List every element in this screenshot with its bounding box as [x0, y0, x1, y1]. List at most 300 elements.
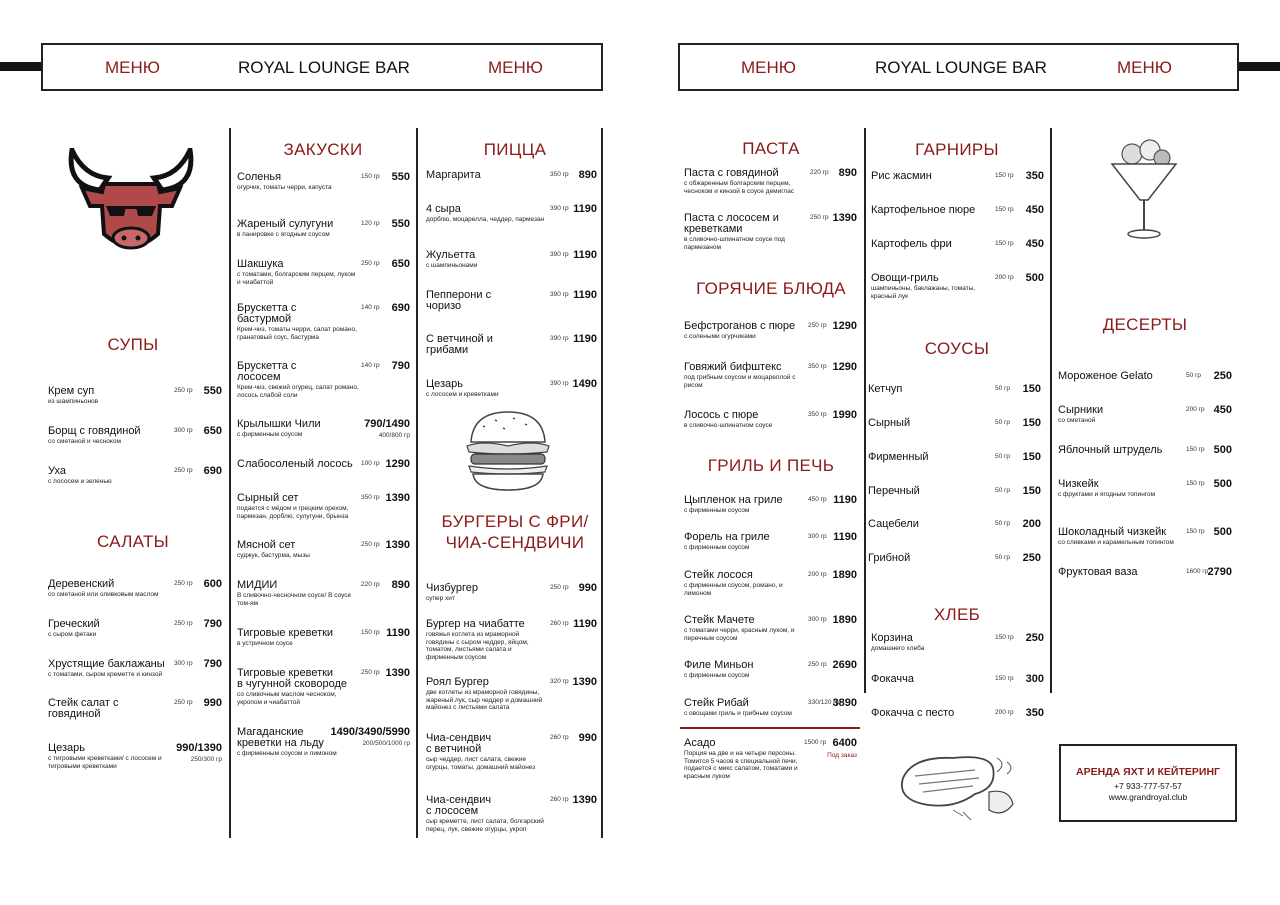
menu-item: [684, 660, 857, 680]
menu-item: [426, 379, 597, 399]
menu-item: [684, 570, 857, 597]
item-description: шампиньоны, баклажаны, томаты, красный лук: [871, 285, 976, 300]
item-description: со сметаной и чесноком: [48, 438, 121, 445]
item-price: 2690: [832, 659, 857, 671]
ice-cream-glass-icon: [1108, 136, 1180, 242]
item-weight: 150 гр: [1186, 480, 1205, 487]
item-name: Хрустящие баклажаны: [48, 658, 165, 670]
item-name: Перечный: [868, 485, 920, 497]
item-name: Стейк Рибай: [684, 697, 749, 709]
item-name: Чиа-сендвич: [426, 794, 492, 806]
item-name: Уха: [48, 465, 66, 477]
menu-item-asado: [684, 738, 857, 780]
item-name: Фокачча: [871, 673, 914, 685]
item-weight: 260 гр: [550, 620, 569, 627]
item-price: 1190: [386, 627, 410, 639]
menu-item: [48, 619, 222, 639]
item-price: 1190: [573, 203, 597, 215]
item-weight: 150 гр: [995, 675, 1014, 682]
menu-item: [1058, 445, 1232, 456]
menu-item: [237, 668, 410, 706]
item-weight: 260 гр: [550, 796, 569, 803]
item-price: 1290: [832, 320, 857, 332]
item-name: Цезарь: [426, 378, 464, 390]
menu-item: [426, 334, 597, 356]
item-weight: 250 гр: [361, 669, 380, 676]
menu-item: [426, 733, 597, 771]
item-description: из шампиньонов: [48, 398, 99, 405]
item-price: 890: [578, 169, 597, 181]
section-title-soups: СУПЫ: [107, 335, 159, 354]
menu-item: [871, 674, 1044, 685]
item-description: Крем-чиз, томаты черри, салат романо, гранатовый соус, бастурма: [237, 326, 357, 341]
item-weight: 300 гр: [808, 616, 827, 623]
item-name: Паста с лососем и: [684, 212, 779, 224]
item-name: Картофель фри: [871, 238, 952, 250]
item-price: 250: [1025, 632, 1044, 644]
item-price: 500: [1025, 272, 1044, 284]
menu-item: [426, 583, 597, 603]
item-name: Чизкейк: [1058, 478, 1099, 490]
item-weight: 300 гр: [808, 533, 827, 540]
menu-item: [684, 362, 857, 389]
section-title-snacks: ЗАКУСКИ: [283, 140, 363, 159]
item-name-line2: с лососем: [426, 805, 479, 817]
item-weight: 390 гр: [550, 205, 569, 212]
item-name-line2: креветками: [684, 223, 743, 235]
item-name-line2: чоризо: [426, 300, 462, 312]
item-weight: 50 гр: [995, 487, 1011, 494]
item-weight: 150 гр: [995, 634, 1014, 641]
header-menu-label: МЕНЮ: [105, 58, 160, 77]
rent-title: АРЕНДА ЯХТ И КЕЙТЕРИНГ: [1076, 766, 1220, 778]
item-price: 1190: [573, 618, 597, 630]
bull-logo-icon: [64, 148, 198, 258]
item-description: сыр чеддер, лист салата, свежие огурцы, томаты, домашний майонез: [426, 756, 536, 771]
section-title-sides: ГАРНИРЫ: [915, 140, 999, 159]
menu-item: [868, 384, 1041, 395]
item-name: Фокачча с песто: [871, 707, 955, 719]
menu-item: [1058, 405, 1232, 425]
item-price: 1490: [572, 378, 597, 390]
header-menu-label: МЕНЮ: [741, 58, 796, 77]
item-weight: 300 гр: [174, 660, 193, 667]
item-name: Борщ с говядиной: [48, 425, 141, 437]
menu-item: [237, 727, 410, 758]
menu-item: [868, 418, 1041, 429]
item-price: 1890: [832, 614, 857, 626]
item-name: Брускетта с: [237, 302, 297, 314]
item-name: Шоколадный чизкейк: [1058, 526, 1167, 538]
item-weight: 350 гр: [808, 363, 827, 370]
item-description: с овощами гриль и грибным соусом: [684, 710, 792, 717]
item-price: 1390: [572, 794, 597, 806]
item-name-line2: грибами: [426, 344, 469, 356]
menu-item: [871, 239, 1044, 250]
rent-site[interactable]: www.grandroyal.club: [1108, 792, 1188, 802]
menu-item: [237, 459, 410, 470]
item-price: 650: [203, 425, 222, 437]
asado-rule: [680, 727, 860, 729]
menu-item: [426, 795, 597, 833]
item-name: Сацебели: [868, 518, 919, 530]
item-price: 250: [1213, 370, 1232, 382]
item-weight: 50 гр: [995, 520, 1011, 527]
item-name-line2: креветки на льду: [237, 737, 324, 749]
header-left: [41, 43, 603, 91]
item-description: с томатами, сыром креметте и кинзой: [48, 671, 163, 678]
item-weight: 250 гр: [174, 580, 193, 587]
item-price: 150: [1022, 485, 1041, 497]
item-price: 890: [838, 167, 857, 179]
section-title-pasta: ПАСТА: [742, 139, 800, 158]
item-weight: 1500 гр: [804, 739, 827, 746]
rent-phone: +7 933-777-57-57: [1114, 781, 1182, 791]
item-description: дорблю, моцарелла, чеддер, пармезан: [426, 216, 545, 223]
item-price: 550: [391, 218, 410, 230]
section-title-hot: ГОРЯЧИЕ БЛЮДА: [696, 279, 846, 298]
divider: [601, 128, 603, 838]
header-menu-label: МЕНЮ: [488, 58, 543, 77]
item-name: Чиа-сендвич: [426, 732, 492, 744]
item-name-line2: говядиной: [48, 708, 101, 720]
item-price: 150: [1022, 417, 1041, 429]
item-description: в панировке с ягодным соусом: [237, 231, 330, 238]
item-name: Корзина: [871, 632, 913, 644]
item-price: 500: [1213, 444, 1232, 456]
menu-item: [237, 419, 410, 439]
item-weight: 250 гр: [808, 322, 827, 329]
item-weight: 320 гр: [550, 678, 569, 685]
item-price: 690: [391, 302, 410, 314]
menu-item: [684, 213, 857, 251]
item-description: с фирменным соусом: [237, 431, 303, 438]
item-price: 1190: [573, 333, 597, 345]
menu-item: [237, 580, 410, 607]
item-description: со сметаной: [1058, 417, 1096, 424]
item-name: Сырники: [1058, 404, 1104, 416]
item-price: 790: [203, 618, 222, 630]
item-price: 790/1490: [364, 418, 410, 430]
item-name: Стейк лосося: [684, 569, 753, 581]
item-weight: 1600 гр: [1186, 568, 1209, 575]
divider: [864, 128, 866, 693]
item-weight: 200/500/1000 гр: [362, 740, 410, 747]
item-weight: 250 гр: [808, 661, 827, 668]
divider: [416, 128, 418, 838]
item-weight: 250 гр: [550, 584, 569, 591]
item-description: суджук, бастурма, мызы: [237, 552, 310, 559]
item-name: Пепперони с: [426, 289, 492, 301]
menu-item: [237, 540, 410, 560]
item-price: 790: [203, 658, 222, 670]
menu-item: [684, 168, 857, 195]
item-price: 1290: [385, 458, 410, 470]
item-price: 550: [203, 385, 222, 397]
item-description: с лососем и зеленью: [48, 478, 112, 485]
item-weight: 150 гр: [361, 173, 380, 180]
item-description: Крем-чиз, свежий огурец, салат романо, лосось слабой соли: [237, 384, 359, 399]
item-description: супер хит: [426, 595, 455, 602]
item-weight: 350 гр: [550, 171, 569, 178]
item-name: Яблочный штрудель: [1058, 444, 1163, 456]
menu-item: [48, 426, 222, 446]
item-description: с шампиньонами: [426, 262, 478, 269]
header-title: ROYAL LOUNGE BAR: [238, 58, 410, 77]
item-weight: 250 гр: [810, 214, 829, 221]
item-weight: 50 гр: [1186, 372, 1202, 379]
menu-item: [426, 290, 597, 312]
item-name: Фруктовая ваза: [1058, 566, 1138, 578]
item-weight: 220 гр: [810, 169, 829, 176]
item-price: 150: [1022, 451, 1041, 463]
menu-item: [684, 615, 857, 642]
item-name: Фирменный: [868, 451, 929, 463]
header-menu-label: МЕНЮ: [1117, 58, 1172, 77]
menu-item: [426, 170, 597, 181]
item-price: 500: [1213, 526, 1232, 538]
section-title-sauces: СОУСЫ: [924, 339, 990, 358]
item-weight: 300 гр: [174, 427, 193, 434]
item-description: с фирменным соусом: [684, 507, 750, 514]
item-description: с обжаренным болгарским перцем, чесноком и кинзой в соусе демиглас: [684, 180, 795, 195]
item-price: 350: [1025, 170, 1044, 182]
item-price: 890: [391, 579, 410, 591]
item-price: 1490/3490/5990: [330, 726, 410, 738]
item-weight: 200 гр: [1186, 406, 1205, 413]
item-description: домашнего хлеба: [871, 645, 925, 652]
item-name: Крем суп: [48, 385, 95, 397]
menu-item: [426, 619, 597, 661]
item-weight: 250/300 гр: [190, 756, 222, 763]
item-price: 1390: [832, 212, 857, 224]
item-weight: 390 гр: [550, 291, 569, 298]
decor-bar-left: [0, 62, 44, 71]
section-title-salads: САЛАТЫ: [96, 532, 170, 551]
menu-item: [1058, 567, 1232, 578]
item-name: 4 сыра: [426, 203, 461, 215]
item-price: 1390: [572, 676, 597, 688]
menu-item: [868, 452, 1041, 463]
menu-item: [868, 486, 1041, 497]
item-name: Деревенский: [48, 578, 115, 590]
item-price: 690: [203, 465, 222, 477]
item-description: говяжья котлета из мраморной говядины с сыром чеддер, яйцом, томатом, листьями салата и фирменным соусом: [426, 631, 529, 661]
item-name: Паста с говядиной: [684, 167, 779, 179]
item-name: Филе Миньон: [684, 659, 754, 671]
item-price: 3890: [832, 697, 857, 709]
item-weight: 200 гр: [995, 274, 1014, 281]
asado-note: Под заказ: [827, 752, 857, 759]
item-name: Лосось с пюре: [684, 409, 759, 421]
item-name: Магаданские: [237, 726, 304, 738]
section-title-bread: ХЛЕБ: [933, 605, 981, 624]
item-price: 300: [1025, 673, 1044, 685]
menu-item: [237, 172, 410, 192]
menu-item: [1058, 527, 1232, 547]
item-price: 450: [1025, 238, 1044, 250]
menu-item: [684, 410, 857, 430]
item-price: 600: [203, 578, 222, 590]
item-weight: 140 гр: [361, 304, 380, 311]
item-description: две котлеты из мраморной говядины, жареный лук, сыр чеддер и домашний майонез с листьями салата: [426, 689, 543, 711]
item-weight: 140 гр: [361, 362, 380, 369]
item-weight: 350 гр: [361, 494, 380, 501]
item-description: под грибным соусом и моцареллой с рисом: [684, 374, 796, 389]
header-right: [678, 43, 1239, 91]
menu-item: [871, 708, 1044, 719]
divider: [1050, 128, 1052, 693]
menu-item: [48, 659, 222, 679]
menu-item: [237, 259, 410, 286]
menu-item: [48, 743, 222, 770]
item-description: сыр креметте, лист салата, болгарский перец, лук, свежие огурцы, укроп: [426, 818, 544, 833]
menu-item: [48, 579, 222, 599]
item-price: 650: [391, 258, 410, 270]
item-description: с солеными огурчиками: [684, 333, 756, 340]
item-price: 1190: [833, 531, 857, 543]
item-name: Роял Бургер: [426, 676, 489, 688]
section-title-pizza: ПИЦЦА: [483, 140, 547, 159]
menu-item: [871, 273, 1044, 300]
item-weight: 390 гр: [550, 380, 569, 387]
item-description: подается с мёдом и грецким орехом, пармезан, дорблю, сулугуни, брынза: [237, 505, 349, 520]
item-weight: 120 гр: [361, 220, 380, 227]
item-price: 790: [391, 360, 410, 372]
item-name: Цезарь: [48, 742, 86, 754]
item-name: Рис жасмин: [871, 170, 932, 182]
item-weight: 50 гр: [995, 385, 1011, 392]
item-description: Порция на две и на четыре персоны. Томится 5 часов в специальной печи, подается с микс салатом, томатами и красным луком: [684, 750, 798, 780]
item-description: с фирменным соусом: [684, 672, 750, 679]
section-title-sandwiches: ЧИА-СЕНДВИЧИ: [445, 533, 585, 552]
item-price: 1990: [832, 409, 857, 421]
menu-item: [1058, 371, 1232, 382]
item-name: МИДИИ: [237, 579, 278, 591]
item-description: с лососем и креветками: [426, 391, 499, 398]
menu-item: [48, 466, 222, 486]
item-weight: 150 гр: [361, 629, 380, 636]
item-price: 1390: [385, 492, 410, 504]
item-name: Цыпленок на гриле: [684, 494, 783, 506]
item-weight: 50 гр: [995, 554, 1011, 561]
item-price: 1890: [832, 569, 857, 581]
menu-item: [237, 628, 410, 648]
item-weight: 200 гр: [995, 709, 1014, 716]
steak-icon: [893, 748, 1027, 824]
item-weight: 150 гр: [995, 172, 1014, 179]
item-name: Асадо: [684, 737, 716, 749]
item-name: Форель на гриле: [684, 531, 770, 543]
item-name: Сырный: [868, 417, 911, 429]
menu-item: [426, 204, 597, 224]
item-price: 990/1390: [176, 742, 222, 754]
item-price: 990: [203, 697, 222, 709]
item-description: с фирменным соусом: [684, 544, 750, 551]
item-weight: 50 гр: [995, 419, 1011, 426]
item-weight: 250 гр: [174, 387, 193, 394]
item-weight: 220 гр: [361, 581, 380, 588]
item-weight: 250 гр: [174, 699, 193, 706]
item-weight: 450 гр: [808, 496, 827, 503]
item-description: с томатами, болгарским перцем, луком и чиабаттой: [237, 271, 356, 286]
item-description: с фруктами и ягодным топингом: [1058, 491, 1156, 498]
item-price: 990: [578, 582, 597, 594]
menu-item: [684, 532, 857, 552]
item-name-line2: в чугунной сковороде: [237, 678, 348, 690]
item-name: Говяжий бифштекс: [684, 361, 782, 373]
item-price: 990: [578, 732, 597, 744]
item-description: с тигровыми креветками/ с лососем и тигровыми креветками: [48, 755, 162, 770]
item-price: 1290: [832, 361, 857, 373]
item-name: Жареный сулугуни: [237, 218, 334, 230]
menu-item: [684, 698, 857, 718]
item-name: Стейк салат с: [48, 697, 119, 709]
item-name-line2: лососем: [237, 371, 281, 383]
item-weight: 250 гр: [174, 620, 193, 627]
item-price: 1190: [833, 494, 857, 506]
item-price: 150: [1022, 383, 1041, 395]
item-name: Шакшука: [237, 258, 284, 270]
item-name: Картофельное пюре: [871, 204, 976, 216]
menu-item: [684, 495, 857, 515]
item-name: Стейк Мачете: [684, 614, 755, 626]
item-price: 1190: [573, 249, 597, 261]
item-name: Грибной: [868, 552, 911, 564]
item-description: со сметаной или оливковым маслом: [48, 591, 159, 598]
item-weight: 260 гр: [550, 734, 569, 741]
item-name-line2: с ветчиной: [426, 743, 482, 755]
item-weight: 350 гр: [808, 411, 827, 418]
item-description: с томатами черри, красным луком, и перечным соусом: [684, 627, 795, 642]
item-price: 1390: [385, 667, 410, 679]
item-name: Маргарита: [426, 169, 481, 181]
menu-item: [1058, 479, 1232, 499]
menu-item: [871, 633, 1044, 653]
item-weight: 330/120 гр: [808, 699, 840, 706]
item-weight: 250 гр: [361, 260, 380, 267]
item-price: 6400: [832, 737, 857, 749]
item-weight: 390 гр: [550, 335, 569, 342]
item-name: Греческий: [48, 618, 100, 630]
menu-item: [237, 361, 410, 399]
item-price: 550: [391, 171, 410, 183]
item-name: Овощи-гриль: [871, 272, 939, 284]
item-name: Крылышки Чили: [237, 418, 321, 430]
item-description: В сливочно-чесночном соусе/ В соусе том-ям: [237, 592, 352, 607]
item-name: Чизбургер: [426, 582, 478, 594]
item-description: в сливочно-шпинатном соусе: [684, 422, 773, 429]
menu-item: [871, 205, 1044, 216]
item-price: 200: [1022, 518, 1041, 530]
section-title-burgers: БУРГЕРЫ С ФРИ/: [441, 512, 589, 531]
item-weight: 150 гр: [1186, 528, 1205, 535]
item-weight: 100 гр: [361, 460, 380, 467]
item-weight: 50 гр: [995, 453, 1011, 460]
item-price: 1390: [385, 539, 410, 551]
menu-item: [237, 219, 410, 239]
item-price: 500: [1213, 478, 1232, 490]
item-description: в сливочно-шпинатном соусе под пармезаном: [684, 236, 785, 251]
item-price: 450: [1025, 204, 1044, 216]
menu-item: [237, 303, 410, 341]
item-name: Мясной сет: [237, 539, 296, 551]
section-title-grill: ГРИЛЬ И ПЕЧЬ: [707, 456, 835, 475]
item-name: С ветчиной и: [426, 333, 493, 345]
item-name: Мороженое Gelato: [1058, 370, 1153, 382]
menu-item: [868, 519, 1041, 530]
item-name-line2: бастурмой: [237, 313, 292, 325]
